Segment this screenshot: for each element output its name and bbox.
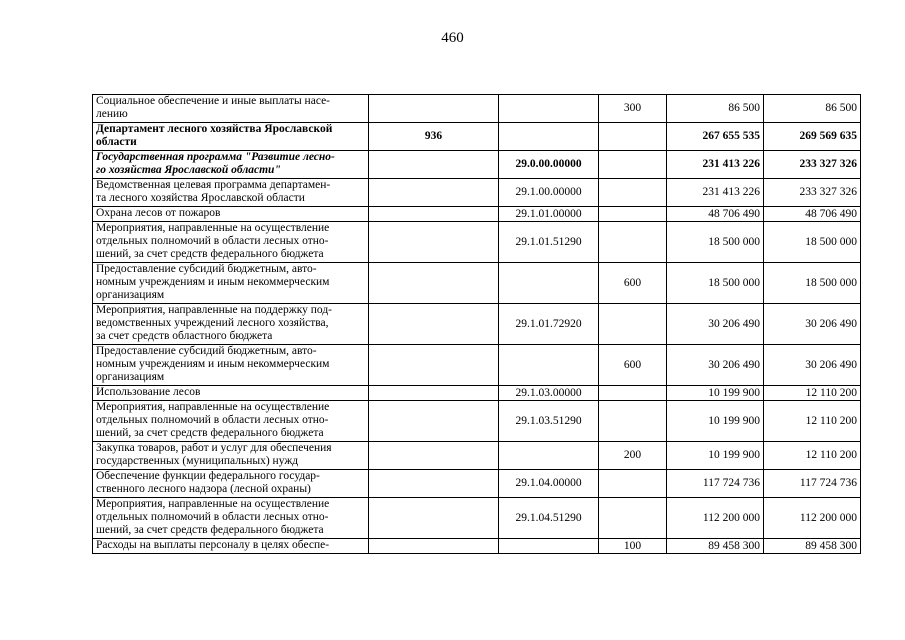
cell-target-code: 29.1.01.72920 [499,304,599,345]
table-row [93,207,861,222]
cell-amount-year2: 12 110 200 [764,442,861,470]
table-row [93,345,861,386]
cell-expense-type [599,498,667,539]
cell-amount-year2: 12 110 200 [764,401,861,442]
page-number: 460 [441,30,464,46]
cell-department-code [369,470,499,498]
cell-expense-type [599,179,667,207]
table-row [93,222,861,263]
cell-expense-type: 100 [599,539,667,554]
cell-amount-year1: 48 706 490 [667,207,764,222]
cell-amount-year2: 233 327 326 [764,179,861,207]
cell-department-code [369,386,499,401]
cell-expense-type: 600 [599,345,667,386]
cell-target-code [499,263,599,304]
cell-department-code [369,304,499,345]
cell-target-code: 29.1.00.00000 [499,179,599,207]
cell-target-code [499,95,599,123]
cell-expense-type [599,207,667,222]
cell-department-code [369,95,499,123]
cell-department-code [369,401,499,442]
cell-amount-year2: 117 724 736 [764,470,861,498]
cell-expense-type [599,151,667,179]
cell-target-code [499,123,599,151]
cell-name: Использование лесов [93,386,369,401]
table-row [93,179,861,207]
cell-name: Расходы на выплаты персоналу в целях обеспе- [93,539,369,554]
cell-amount-year1: 267 655 535 [667,123,764,151]
cell-name: Мероприятия, направленные на осуществление отдельных полномочий в области лесных отно- шений, за счет средств федерального бюджета [93,222,369,263]
table-row [93,401,861,442]
table-row [93,470,861,498]
table-row [93,498,861,539]
cell-amount-year2: 12 110 200 [764,386,861,401]
cell-expense-type: 300 [599,95,667,123]
cell-amount-year2: 48 706 490 [764,207,861,222]
cell-amount-year1: 231 413 226 [667,179,764,207]
cell-department-code [369,539,499,554]
cell-department-code [369,222,499,263]
table-row [93,539,861,554]
table-row [93,123,861,151]
cell-expense-type: 600 [599,263,667,304]
table-row [93,442,861,470]
table-row [93,151,861,179]
table-row [93,304,861,345]
budget-table [92,94,861,554]
cell-name: Департамент лесного хозяйства Ярославской области [93,123,369,151]
cell-expense-type [599,222,667,263]
cell-amount-year1: 231 413 226 [667,151,764,179]
cell-amount-year2: 18 500 000 [764,263,861,304]
cell-amount-year2: 86 500 [764,95,861,123]
cell-amount-year2: 30 206 490 [764,304,861,345]
cell-target-code: 29.1.04.51290 [499,498,599,539]
cell-amount-year1: 117 724 736 [667,470,764,498]
cell-name: Мероприятия, направленные на осуществление отдельных полномочий в области лесных отно- шений, за счет средств федерального бюджета [93,401,369,442]
cell-department-code: 936 [369,123,499,151]
cell-department-code [369,498,499,539]
cell-name: Ведомственная целевая программа департамен- та лесного хозяйства Ярославской области [93,179,369,207]
cell-department-code [369,442,499,470]
table-row [93,386,861,401]
cell-target-code: 29.1.01.00000 [499,207,599,222]
cell-target-code: 29.1.04.00000 [499,470,599,498]
cell-amount-year1: 112 200 000 [667,498,764,539]
cell-amount-year1: 10 199 900 [667,386,764,401]
cell-amount-year2: 18 500 000 [764,222,861,263]
cell-expense-type [599,470,667,498]
cell-amount-year2: 112 200 000 [764,498,861,539]
cell-target-code [499,442,599,470]
budget-table-body [93,95,861,554]
cell-name: Охрана лесов от пожаров [93,207,369,222]
cell-amount-year2: 269 569 635 [764,123,861,151]
cell-name: Мероприятия, направленные на осуществление отдельных полномочий в области лесных отно- шений, за счет средств федерального бюджета [93,498,369,539]
cell-expense-type [599,386,667,401]
cell-department-code [369,263,499,304]
cell-name: Государственная программа "Развитие лесно- го хозяйства Ярославской области" [93,151,369,179]
cell-name: Социальное обеспечение и иные выплаты насе- лению [93,95,369,123]
cell-amount-year2: 233 327 326 [764,151,861,179]
cell-name: Предоставление субсидий бюджетным, авто- номным учреждениям и иным некоммерческим организациям [93,263,369,304]
cell-expense-type: 200 [599,442,667,470]
cell-department-code [369,345,499,386]
cell-expense-type [599,304,667,345]
cell-amount-year1: 10 199 900 [667,401,764,442]
cell-expense-type [599,401,667,442]
cell-target-code [499,345,599,386]
cell-amount-year2: 89 458 300 [764,539,861,554]
cell-amount-year1: 18 500 000 [667,222,764,263]
cell-expense-type [599,123,667,151]
cell-amount-year1: 18 500 000 [667,263,764,304]
table-row [93,263,861,304]
cell-amount-year1: 10 199 900 [667,442,764,470]
cell-name: Предоставление субсидий бюджетным, авто- номным учреждениям и иным некоммерческим организациям [93,345,369,386]
cell-amount-year1: 89 458 300 [667,539,764,554]
cell-name: Закупка товаров, работ и услуг для обеспечения государственных (муниципальных) нужд [93,442,369,470]
cell-target-code: 29.1.01.51290 [499,222,599,263]
cell-department-code [369,151,499,179]
cell-amount-year2: 30 206 490 [764,345,861,386]
cell-department-code [369,179,499,207]
cell-amount-year1: 86 500 [667,95,764,123]
cell-amount-year1: 30 206 490 [667,345,764,386]
cell-target-code: 29.0.00.00000 [499,151,599,179]
cell-name: Мероприятия, направленные на поддержку под- ведомственных учреждений лесного хозяйства, за счет средств областного бюджета [93,304,369,345]
cell-name: Обеспечение функции федерального государ- ственного лесного надзора (лесной охраны) [93,470,369,498]
cell-target-code: 29.1.03.00000 [499,386,599,401]
cell-target-code [499,539,599,554]
table-row [93,95,861,123]
cell-department-code [369,207,499,222]
cell-amount-year1: 30 206 490 [667,304,764,345]
cell-target-code: 29.1.03.51290 [499,401,599,442]
